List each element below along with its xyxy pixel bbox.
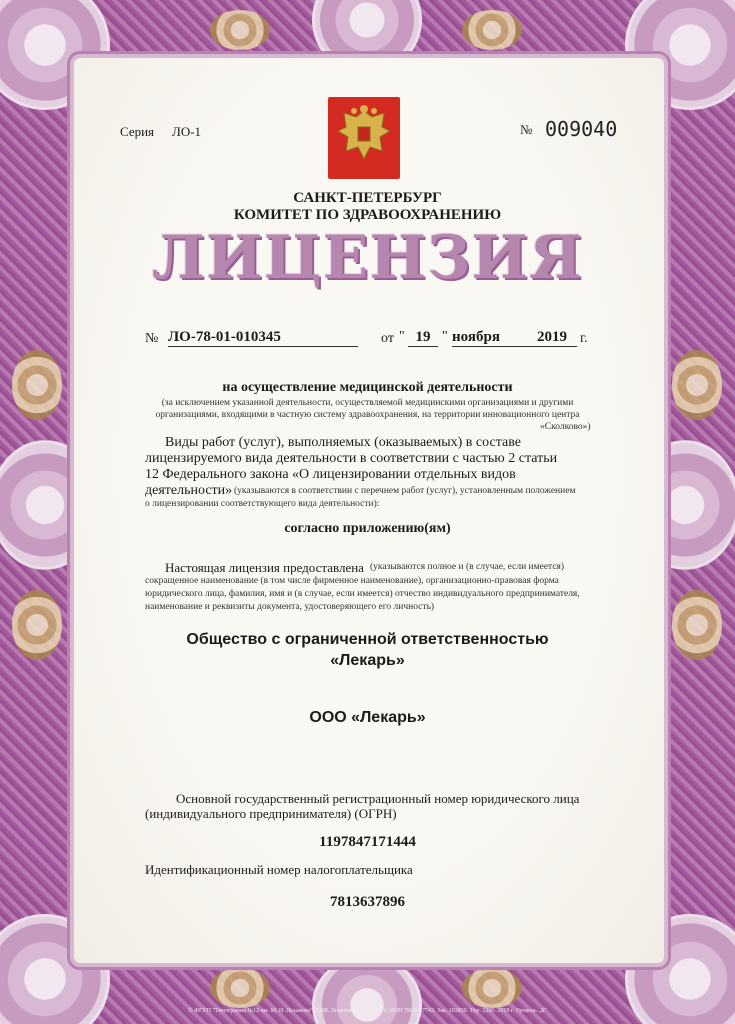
authority-heading: КОМИТЕТ ПО ЗДРАВООХРАНЕНИЮ [233,207,502,223]
works-line-3: 12 Федерального закона «О лицензировании отдельных видов [145,467,516,482]
blank-number: 009040 [545,117,618,141]
series-label: Серия [120,124,155,139]
series-value: ЛО-1 [172,124,202,139]
ornament-bottom-left [210,968,270,1008]
ornament-top-left [210,10,270,50]
granted-note-4: наименование и реквизиты документа, удостоверяющего его личность) [145,602,435,612]
company-full-name-line-2: «Лекарь» [330,652,405,669]
date-quote-close: " [442,329,448,344]
inn-label: Идентификационный номер налогоплательщика [145,862,413,877]
blank-number-sign: № [520,122,533,137]
license-month: ноября [452,329,537,347]
license-day: 19 [408,329,438,347]
company-short-name: ООО «Лекарь» [309,709,426,726]
works-line-1: Виды работ (услуг), выполняемых (оказываемых) в составе [165,435,521,450]
works-note-line-2: о лицензировании соответствующего вида деятельности): [145,499,380,509]
activity-type: на осуществление медицинской деятельности [222,380,513,395]
works-line-2: лицензируемого вида деятельности в соответствии с частью 2 статьи [145,451,558,466]
license-number: ЛО-78-01-010345 [168,329,358,347]
works-note-line-1: (указываются в соответствии с перечнем работ (услуг), установленным положением [234,486,576,496]
works-line-4: деятельности» [145,483,233,498]
granted-note-2: сокращенное наименование (в том числе фирменное наименование), организационно-правовая форма [145,576,559,586]
granted-note-3: юридического лица, фамилия, имя и (в случае, если имеется) отчество индивидуального предпринимателя, [145,589,580,599]
license-year: 2019 [537,329,577,347]
granted-line-1: Настоящая лицензия предоставлена [165,560,364,575]
works-value: согласно приложению(ям) [284,521,451,536]
ogrn-label-line-1: Основной государственный регистрационный номер юридического лица [176,791,580,806]
ornament-top-right [462,10,522,50]
ornament-bottom-right [462,968,522,1008]
license-number-sign: № [145,331,159,346]
activity-note-line-2: организациями, входящими в частную систему здравоохранения, на территории инновационного центра [155,410,580,420]
granted-note-1: (указываются полное и (в случае, если имеется) [370,562,565,572]
activity-note-line-1: (за исключением указанной деятельности, осуществляемой медицинскими организациями и другими [161,398,574,408]
ornament-right-lower [672,590,722,660]
ogrn-label-line-2: (индивидуального предпринимателя) (ОГРН) [145,806,397,821]
inn-value: 7813637896 [330,894,405,910]
date-from-label: от [381,331,394,346]
ogrn-value: 1197847171444 [319,834,416,850]
coat-of-arms-icon [328,97,400,179]
license-year-suffix: г. [580,331,588,346]
printer-note: © ФГУП "Типография №12 им. М. И. Лоханова". 5188. Лицензия 05-05-06/19. ИНН 7808037743. Зак. 103859. Тир. 1200. 2019 г. Уровень „Б" [188,1008,547,1014]
ornament-left-lower [12,590,62,660]
document-title: ЛИЦЕНЗИЯ [151,223,584,293]
company-full-name-line-1: Общество с ограниченной ответственностью [186,631,549,648]
city-heading: САНКТ-ПЕТЕРБУРГ [293,190,442,206]
date-quote-open: " [399,329,405,344]
activity-note-line-3: «Сколково») [540,422,591,432]
